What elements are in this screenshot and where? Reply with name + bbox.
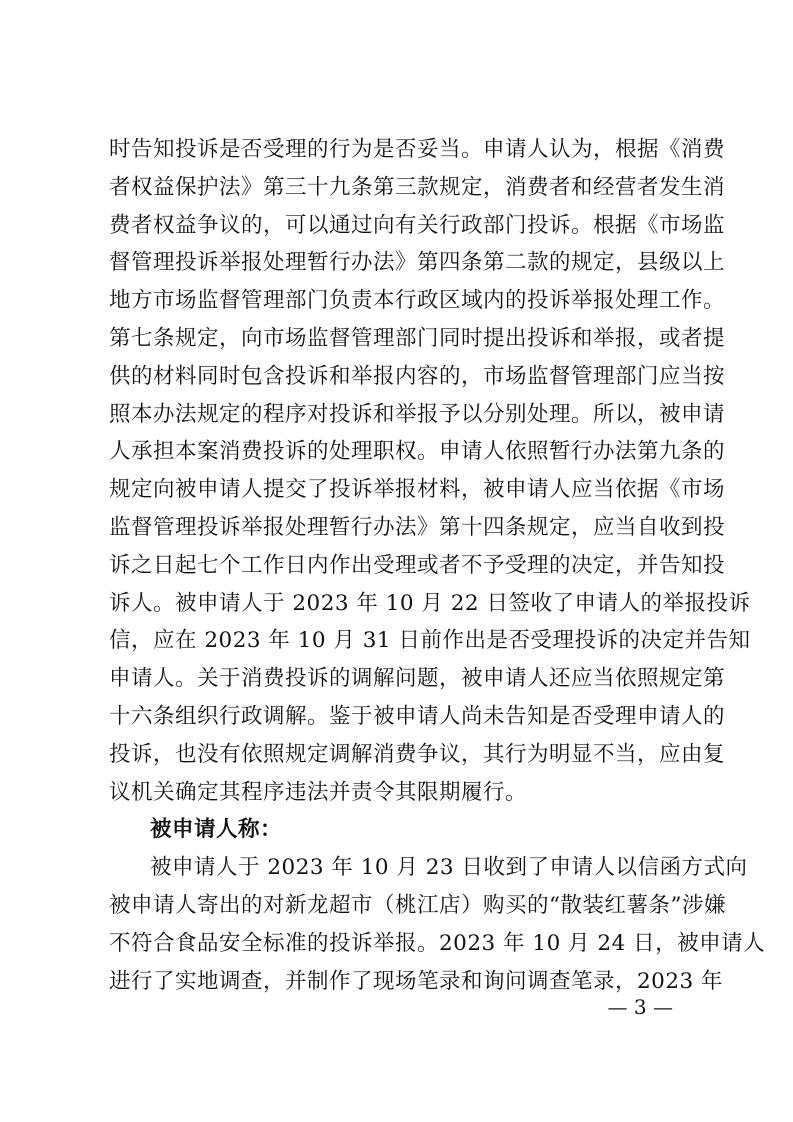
- body-text-line: 议机关确定其程序违法并责令其限期履行。: [109, 779, 528, 805]
- body-text-line: 诉之日起七个工作日内作出受理或者不予受理的决定，并告知投: [109, 552, 726, 578]
- body-text-line: 被申请人于 2023 年 10 月 23 日收到了申请人以信函方式向: [150, 855, 748, 881]
- body-text-line: 地方市场监督管理部门负责本行政区域内的投诉举报处理工作。: [109, 288, 726, 314]
- body-text-line: 十六条组织行政调解。鉴于被申请人尚未告知是否受理申请人的: [109, 704, 726, 729]
- body-text-line: 被申请人寄出的对新龙超市（桃江店）购买的“散装红薯条”涉嫌: [109, 893, 726, 918]
- body-text-line: 进行了实地调查，并制作了现场笔录和询问调查笔录，2023 年: [109, 968, 724, 994]
- body-text-line: 第七条规定，向市场监督管理部门同时提出投诉和举报，或者提: [109, 326, 726, 351]
- body-text-line: 照本办法规定的程序对投诉和举报予以分别处理。所以，被申请: [109, 401, 726, 427]
- body-text-line: 投诉，也没有依照规定调解消费争议，其行为明显不当，应由复: [109, 741, 726, 767]
- page-number: — 3 —: [607, 995, 673, 1020]
- body-text-line: 规定向被申请人提交了投诉举报材料，被申请人应当依据《市场: [109, 477, 726, 503]
- section-heading: 被申请人称：: [150, 817, 283, 843]
- body-text-line: 时告知投诉是否受理的行为是否妥当。申请人认为，根据《消费: [109, 137, 726, 162]
- body-text-line: 诉人。被申请人于 2023 年 10 月 22 日签收了申请人的举报投诉: [109, 590, 751, 616]
- body-text-line: 信，应在 2023 年 10 月 31 日前作出是否受理投诉的决定并告知: [109, 628, 751, 654]
- body-text-line: 供的材料同时包含投诉和举报内容的，市场监督管理部门应当按: [109, 363, 726, 389]
- body-text-line: 不符合食品安全标准的投诉举报。2023 年 10 月 24 日，被申请人: [109, 930, 766, 956]
- body-text-line: 监督管理投诉举报处理暂行办法》第十四条规定，应当自收到投: [109, 515, 726, 540]
- body-text-line: 费者权益争议的，可以通过向有关行政部门投诉。根据《市场监: [109, 212, 726, 238]
- body-text-line: 人承担本案消费投诉的处理职权。申请人依照暂行办法第九条的: [109, 439, 726, 465]
- body-text-line: 申请人。关于消费投诉的调解问题，被申请人还应当依照规定第: [109, 666, 726, 692]
- body-text-line: 者权益保护法》第三十九条第三款规定，消费者和经营者发生消: [109, 174, 726, 200]
- body-text-line: 督管理投诉举报处理暂行办法》第四条第二款的规定，县级以上: [109, 250, 726, 276]
